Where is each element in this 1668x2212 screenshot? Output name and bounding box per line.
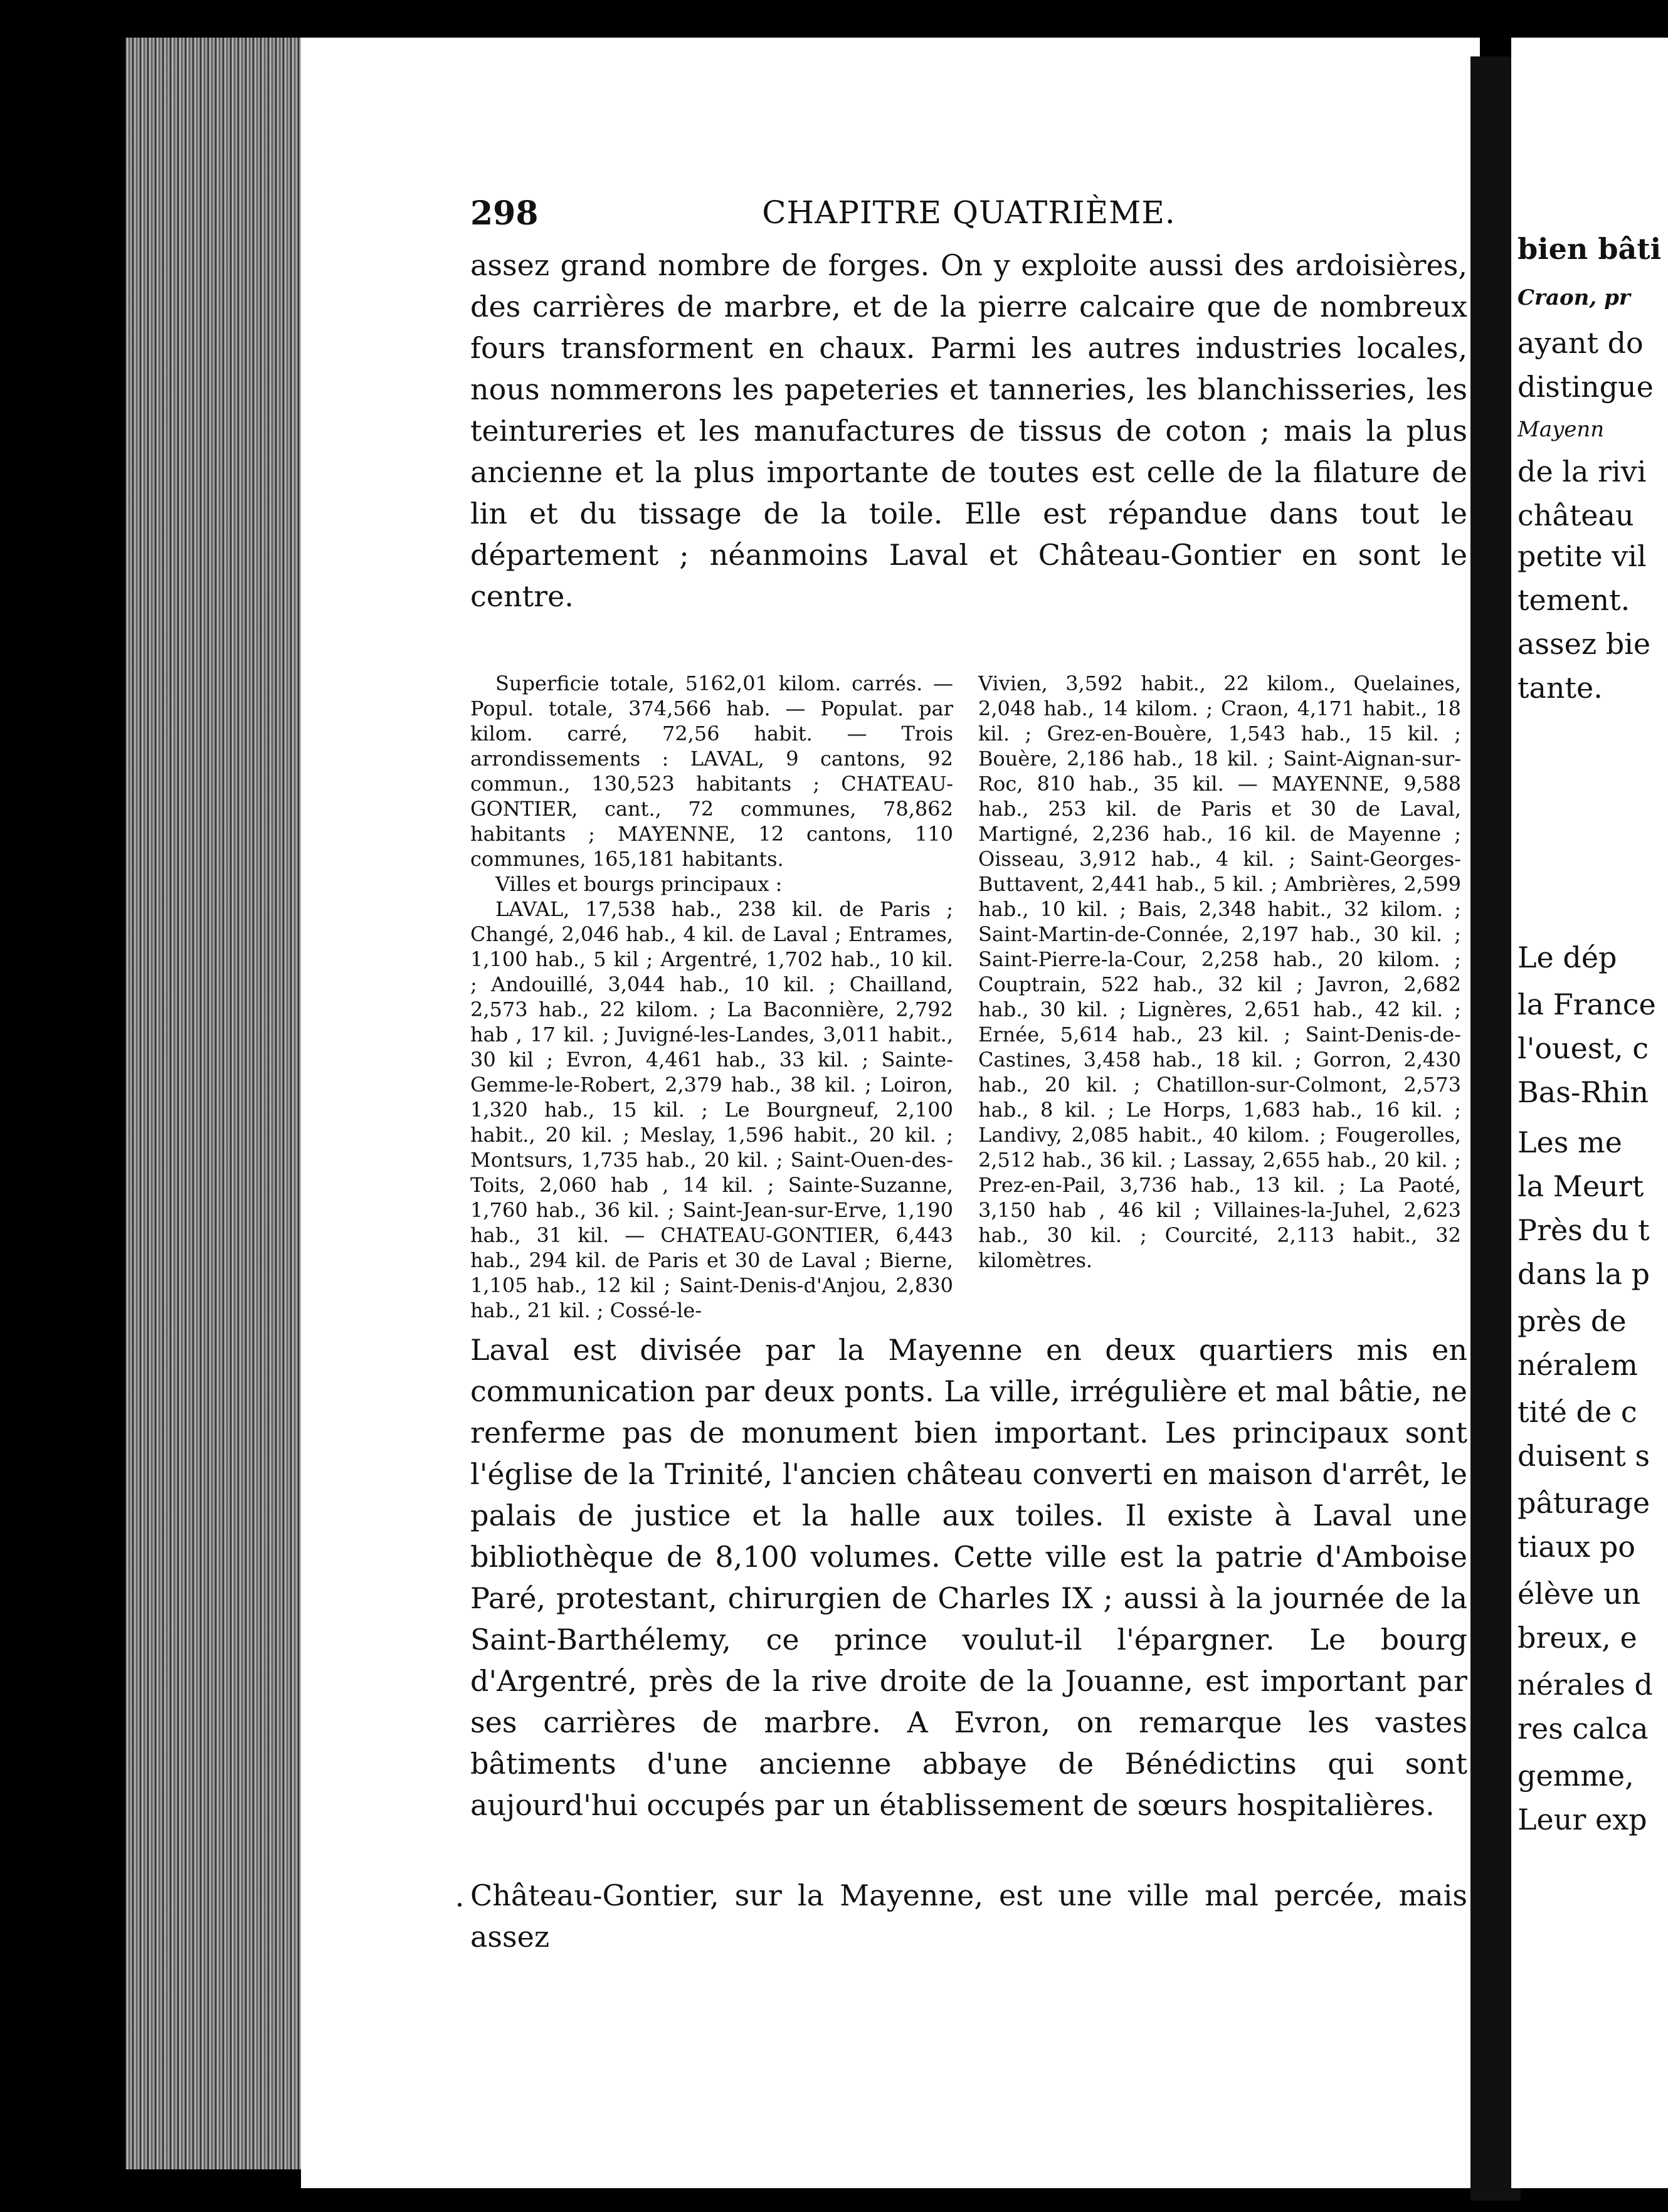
facing-line: dans la p — [1518, 1257, 1650, 1291]
facing-line: bien bâti — [1518, 232, 1662, 266]
facing-line: Leur exp — [1518, 1803, 1647, 1836]
facing-line: tement. — [1518, 583, 1630, 617]
book-page-edges — [125, 38, 314, 2169]
facing-line: petite vil — [1518, 539, 1647, 573]
book-page — [301, 38, 1480, 2188]
facing-line: la France — [1518, 988, 1656, 1021]
facing-line: ayant do — [1518, 326, 1644, 360]
page-header — [470, 194, 1467, 238]
facing-line: élève un — [1518, 1577, 1641, 1611]
facing-line: tante. — [1518, 671, 1603, 705]
facing-line: Mayenn — [1518, 417, 1605, 442]
margin-mark — [458, 1903, 462, 1907]
stats-towns-list-continued: Vivien, 3,592 habit., 22 kilom., Quelaines, 2,048 hab., 14 kilom. ; Craon, 4,171 habit., 18 kil. ; Grez-en-Bouère, 1,543 hab., 15 kil. ; Bouère, 2,186 hab., 18 kil. ; Saint-Aignan-sur-Roc, 810 hab., 35 kil. — MAYENNE, 9,588 hab., 253 kil. de Paris et 30 de Laval, Martigné, 2,236 hab., 16 kil. de Mayenne ; Oisseau, 3,912 hab., 4 kil. ; Saint-Georges-Buttavent, 2,441 hab., 5 kil. ; Ambrières, 2,599 hab., 10 kil. ; Bais, 2,348 habit., 32 kilom. ; Saint-Martin-de-Connée, 2,197 hab., 30 kil. ; Saint-Pierre-la-Cour, 2,258 hab., 20 kilom. ; Couptrain, 522 hab., 32 kil ; Javron, 2,682 hab., 30 kil. ; Lignères, 2,651 hab., 42 kil. ; Ernée, 5,614 hab., 23 kil. ; Saint-Denis-de-Castines, 3,458 hab., 18 kil. ; Gorron, 2,430 hab., 20 kil. ; Chatillon-sur-Colmont, 2,573 hab., 8 kil. ; Le Horps, 1,683 hab., 16 kil. ; Landivy, 2,085 habit., 40 kilom. ; Fougerolles, 2,512 hab., 36 kil. ; Lassay, 2,655 hab., 20 kil. ; Prez-en-Pail, 3,736 hab., 13 kil. ; La Paoté, 3,150 hab , 46 kil ; Villaines-la-Juhel, 2,623 hab., 30 kil. ; Courcité, 2,113 habit., 32 kilomètres. — [978, 672, 1461, 1272]
running-title: CHAPITRE QUATRIÈME. — [762, 194, 1176, 231]
facing-line: tiaux po — [1518, 1530, 1635, 1564]
page-number: 298 — [470, 194, 539, 233]
facing-line: Près du t — [1518, 1213, 1650, 1247]
facing-line: néralem — [1518, 1348, 1638, 1382]
facing-line: Bas-Rhin — [1518, 1075, 1649, 1109]
paragraph-industries: assez grand nombre de forges. On y exploite aussi des ardoisières, des carrières de marbre, et de la pierre calcaire que de nombreux fours transforment en chaux. Parmi les autres industries locales, nous nommerons les papeteries et tanneries, les blanchisseries, les teintureries et les manufactures de tissus de coton ; mais la plus ancienne et la plus importante de toutes est celle de la filature de lin et du tissage de la toile. Elle est répandue dans tout le département ; néanmoins Laval et Château-Gontier en sont le centre. — [470, 248, 1467, 613]
facing-line: tité de c — [1518, 1395, 1637, 1429]
facing-line: distingue — [1518, 370, 1654, 404]
facing-page-fragment — [1511, 38, 1668, 2188]
statistics-column-left — [470, 671, 953, 1322]
facing-line: pâturage — [1518, 1486, 1650, 1520]
facing-line: Le dép — [1518, 940, 1617, 974]
facing-line: duisent s — [1518, 1439, 1650, 1473]
stats-summary: Superficie totale, 5162,01 kilom. carrés. — Popul. totale, 374,566 hab. — Populat. par kilom. carré, 72,56 habit. — Trois arrondissements : LAVAL, 9 cantons, 92 commun., 130,523 habitants ; CHATEAU-GONTIER, cant., 72 communes, 78,862 habitants ; MAYENNE, 12 cantons, 110 communes, 165,181 habitants. — [470, 672, 953, 871]
facing-line: assez bie — [1518, 627, 1651, 661]
facing-line: Craon, pr — [1518, 285, 1630, 310]
facing-line: nérales d — [1518, 1668, 1653, 1702]
facing-line: gemme, — [1518, 1759, 1634, 1793]
facing-line: breux, e — [1518, 1621, 1637, 1655]
paragraph-laval: Laval est divisée par la Mayenne en deux quartiers mis en communication par deux ponts. La ville, irrégulière et mal bâtie, ne renferme pas de monument bien important. Les principaux sont l'église de la Trinité, l'ancien château converti en maison d'arrêt, le palais de justice et la halle aux toiles. Il existe à Laval une bibliothèque de 8,100 volumes. Cette ville est la patrie d'Amboise Paré, protestant, chirurgien de Charles IX ; aussi à la journée de la Saint-Barthélemy, ce prince voulut-il l'épargner. Le bourg d'Argentré, près de la rive droite de la Jouanne, est important par ses carrières de marbre. A Evron, on remarque les vastes bâtiments d'une ancienne abbaye de Bénédictins qui sont aujourd'hui occupés par un établissement de sœurs hospitalières. — [470, 1333, 1467, 1822]
facing-line: l'ouest, c — [1518, 1031, 1649, 1065]
facing-line: château — [1518, 498, 1634, 532]
facing-line: près de — [1518, 1304, 1627, 1338]
paragraph-chateau-gontier: Château-Gontier, sur la Mayenne, est une ville mal percée, mais assez — [470, 1878, 1467, 1954]
facing-line: res calca — [1518, 1712, 1649, 1746]
facing-line: de la rivi — [1518, 455, 1647, 488]
facing-line: Les me — [1518, 1125, 1622, 1159]
stats-subheading: Villes et bourgs principaux : — [495, 872, 783, 896]
stats-towns-list: LAVAL, 17,538 hab., 238 kil. de Paris ; Changé, 2,046 hab., 4 kil. de Laval ; Entrames, 1,100 hab., 5 kil ; Argentré, 1,702 hab., 10 kil. ; Andouillé, 3,044 hab., 10 kil. ; Chailland, 2,573 hab., 22 kilom. ; La Baconnière, 2,792 hab , 17 kil. ; Juvigné-les-Landes, 3,011 habit., 30 kil ; Evron, 4,461 hab., 33 kil. ; Sainte-Gemme-le-Robert, 2,379 hab., 38 kil. ; Loiron, 1,320 hab., 15 kil. ; Le Bourgneuf, 2,100 habit., 20 kil. ; Meslay, 1,596 habit., 20 kil. ; Montsurs, 1,735 hab., 20 kil. ; Saint-Ouen-des-Toits, 2,060 hab , 14 kil. ; Sainte-Suzanne, 1,760 hab., 36 kil. ; Saint-Jean-sur-Erve, 1,190 hab., 31 kil. — CHATEAU-GONTIER, 6,443 hab., 294 kil. de Paris et 30 de Laval ; Bierne, 1,105 hab., 12 kil ; Saint-Denis-d'Anjou, 2,830 hab., 21 kil. ; Cossé-le- — [470, 897, 953, 1322]
facing-line: la Meurt — [1518, 1169, 1644, 1203]
statistics-column-right — [978, 671, 1461, 1304]
